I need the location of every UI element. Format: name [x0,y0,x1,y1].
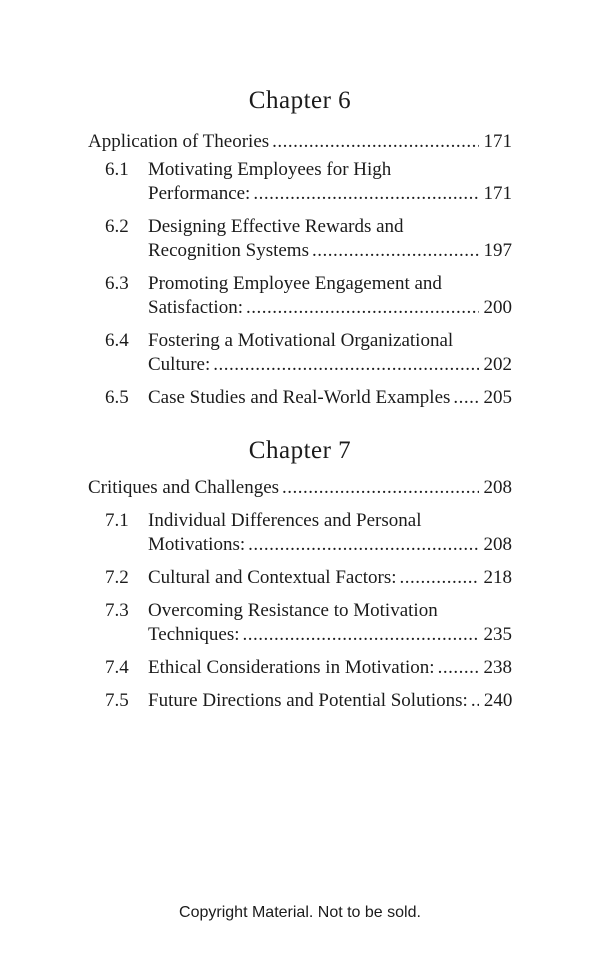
entry-line [148,533,512,557]
entry-body [148,215,512,263]
section-title: Cultural and Contextual Factors: [148,567,397,588]
toc-entry-6-1[interactable] [88,158,512,206]
page-number: 208 [483,477,512,498]
dot-leader [400,566,479,590]
entry-line [148,296,512,320]
entry-body [148,386,512,410]
entry-line [148,239,512,263]
dot-leader [213,353,478,377]
toc-entry-7-3[interactable] [88,599,512,647]
chapter-7-toc [88,438,512,713]
copyright-notice: Copyright Material. Not to be sold. [179,904,421,921]
toc-entry-7-4[interactable] [88,656,512,680]
entry-line [148,566,512,590]
section-number: 6.5 [105,387,129,408]
section-title-line2: Recognition Systems [148,240,309,261]
section-number: 6.1 [105,159,129,180]
entry-body [148,158,512,206]
section-title: Ethical Considerations in Motivation: [148,657,435,678]
dot-leader [282,476,478,500]
dot-leader [438,656,479,680]
chapter-entry-title: Critiques and Challenges [88,477,280,498]
chapter-6-heading: Chapter 6 [248,87,352,114]
section-title-line2: Satisfaction: [148,297,243,318]
toc-entry-7-1[interactable] [88,509,512,557]
dot-leader [471,689,479,713]
entry-line [148,689,512,713]
toc-entry-7-5[interactable] [88,689,512,713]
toc-entry-6-5[interactable] [88,386,512,410]
dot-leader [246,296,479,320]
section-title-line2: Culture: [148,354,211,375]
section-title: Future Directions and Potential Solutions: [148,690,468,711]
page-number: 205 [483,387,512,408]
section-title-line1: Individual Differences and Personal [148,510,422,531]
section-title-line1: Designing Effective Rewards and [148,216,404,237]
toc-entry-ch6-root[interactable] [88,130,512,154]
dot-leader [253,182,478,206]
entry-body [148,656,512,680]
section-number: 6.3 [105,273,129,294]
page-number: 171 [483,183,512,204]
section-title-line1: Motivating Employees for High [148,159,392,180]
section-title-line2: Motivations: [148,534,246,555]
page-number: 208 [483,534,512,555]
section-title-line2: Techniques: [148,624,240,645]
toc-entry-6-4[interactable] [88,329,512,377]
entry-body [148,566,512,590]
page-number: 235 [483,624,512,645]
toc-entry-6-3[interactable] [88,272,512,320]
page-number: 218 [483,567,512,588]
dot-leader [272,130,478,154]
page-number: 202 [483,354,512,375]
section-number: 7.1 [105,510,129,531]
entry-body [148,272,512,320]
entry-body [148,599,512,647]
entry-line [148,623,512,647]
entry-line [148,182,512,206]
section-number: 6.2 [105,216,129,237]
page-number: 197 [483,240,512,261]
entry-line [148,353,512,377]
dot-leader [248,533,478,557]
page-number: 238 [483,657,512,678]
chapter-entry-title: Application of Theories [88,131,270,152]
section-number: 7.4 [105,657,129,678]
chapter-7-heading: Chapter 7 [248,437,352,464]
toc-entry-ch7-root[interactable] [88,476,512,500]
toc-entry-6-2[interactable] [88,215,512,263]
toc-entry-7-2[interactable] [88,566,512,590]
section-title: Case Studies and Real-World Examples [148,387,451,408]
section-number: 7.2 [105,567,129,588]
page-number: 171 [483,131,512,152]
section-title-line1: Promoting Employee Engagement and [148,273,442,294]
entry-body [148,509,512,557]
entry-body [148,329,512,377]
dot-leader [312,239,479,263]
section-number: 7.5 [105,690,129,711]
chapter-6-toc [88,88,512,410]
dot-leader [453,386,478,410]
section-number: 6.4 [105,330,129,351]
page-number: 200 [483,297,512,318]
section-number: 7.3 [105,600,129,621]
section-title-line1: Overcoming Resistance to Motivation [148,600,438,621]
entry-body [148,689,512,713]
entry-line [148,656,512,680]
section-title-line2: Performance: [148,183,251,204]
entry-line [148,386,512,410]
page-number: 240 [483,690,513,711]
dot-leader [243,623,479,647]
section-title-line1: Fostering a Motivational Organizational [148,330,454,351]
